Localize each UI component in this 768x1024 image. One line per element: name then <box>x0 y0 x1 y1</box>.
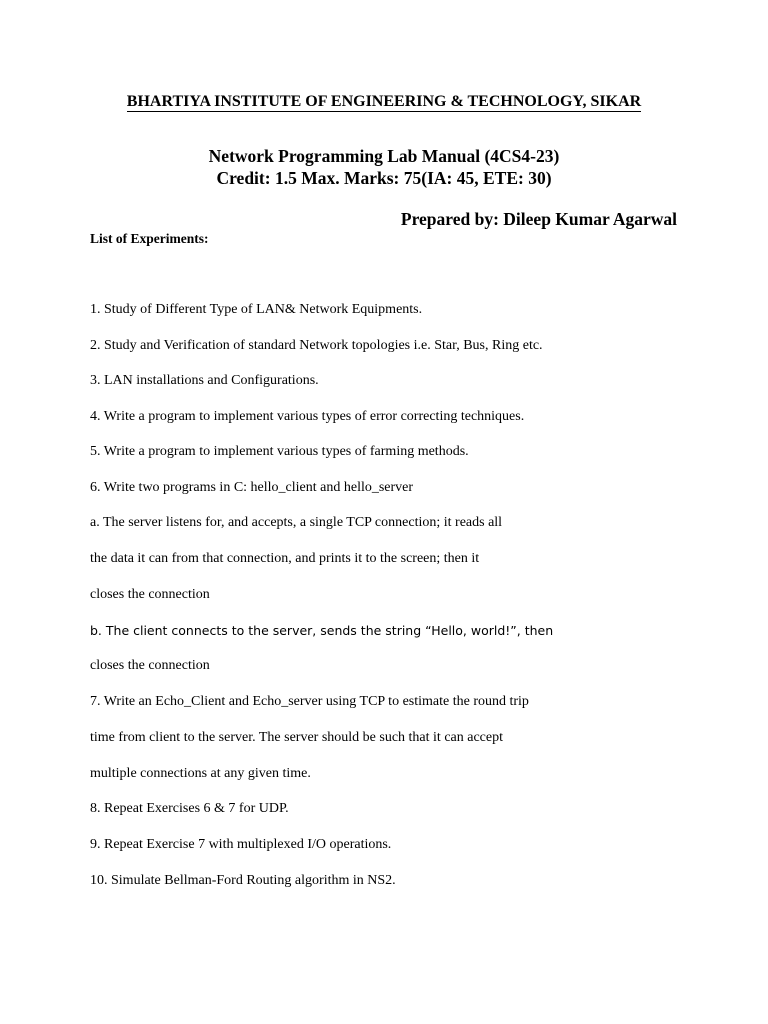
experiment-line: 3. LAN installations and Configurations. <box>90 373 319 388</box>
experiment-line: 1. Study of Different Type of LAN& Network Equipments. <box>90 302 423 317</box>
experiment-line: time from client to the server. The server should be such that it can accept <box>90 730 503 745</box>
prepared-by: Prepared by: Dileep Kumar Agarwal <box>400 209 677 229</box>
experiment-line: closes the connection <box>90 658 210 673</box>
experiment-line: 6. Write two programs in C: hello_client and hello_server <box>90 480 414 495</box>
experiment-line: the data it can from that connection, and prints it to the screen; then it <box>90 551 480 566</box>
manual-title: Network Programming Lab Manual (4CS4-23) <box>208 146 560 166</box>
experiment-line: a. The server listens for, and accepts, a single TCP connection; it reads all <box>90 515 503 530</box>
institute-name: BHARTIYA INSTITUTE OF ENGINEERING & TECHNOLOGY, SIKAR <box>126 93 642 110</box>
experiment-line: b. The client connects to the server, sends the string “Hello, world!”, then <box>90 623 554 638</box>
experiment-line: 10. Simulate Bellman-Ford Routing algorithm in NS2. <box>90 873 396 888</box>
experiment-line: 7. Write an Echo_Client and Echo_server using TCP to estimate the round trip <box>90 694 529 709</box>
experiments-heading: List of Experiments: <box>90 231 209 246</box>
institute-heading <box>0 93 768 111</box>
experiment-line: 8. Repeat Exercises 6 & 7 for UDP. <box>90 801 289 816</box>
experiment-line: multiple connections at any given time. <box>90 766 311 781</box>
credit-line: Credit: 1.5 Max. Marks: 75(IA: 45, ETE: 30) <box>216 168 552 188</box>
experiment-line: closes the connection <box>90 587 210 602</box>
experiment-line: 2. Study and Verification of standard Network topologies i.e. Star, Bus, Ring etc. <box>90 338 543 353</box>
experiment-line: 5. Write a program to implement various types of farming methods. <box>90 444 469 459</box>
experiment-line: 4. Write a program to implement various types of error correcting techniques. <box>90 409 525 424</box>
experiment-line: 9. Repeat Exercise 7 with multiplexed I/O operations. <box>90 837 392 852</box>
